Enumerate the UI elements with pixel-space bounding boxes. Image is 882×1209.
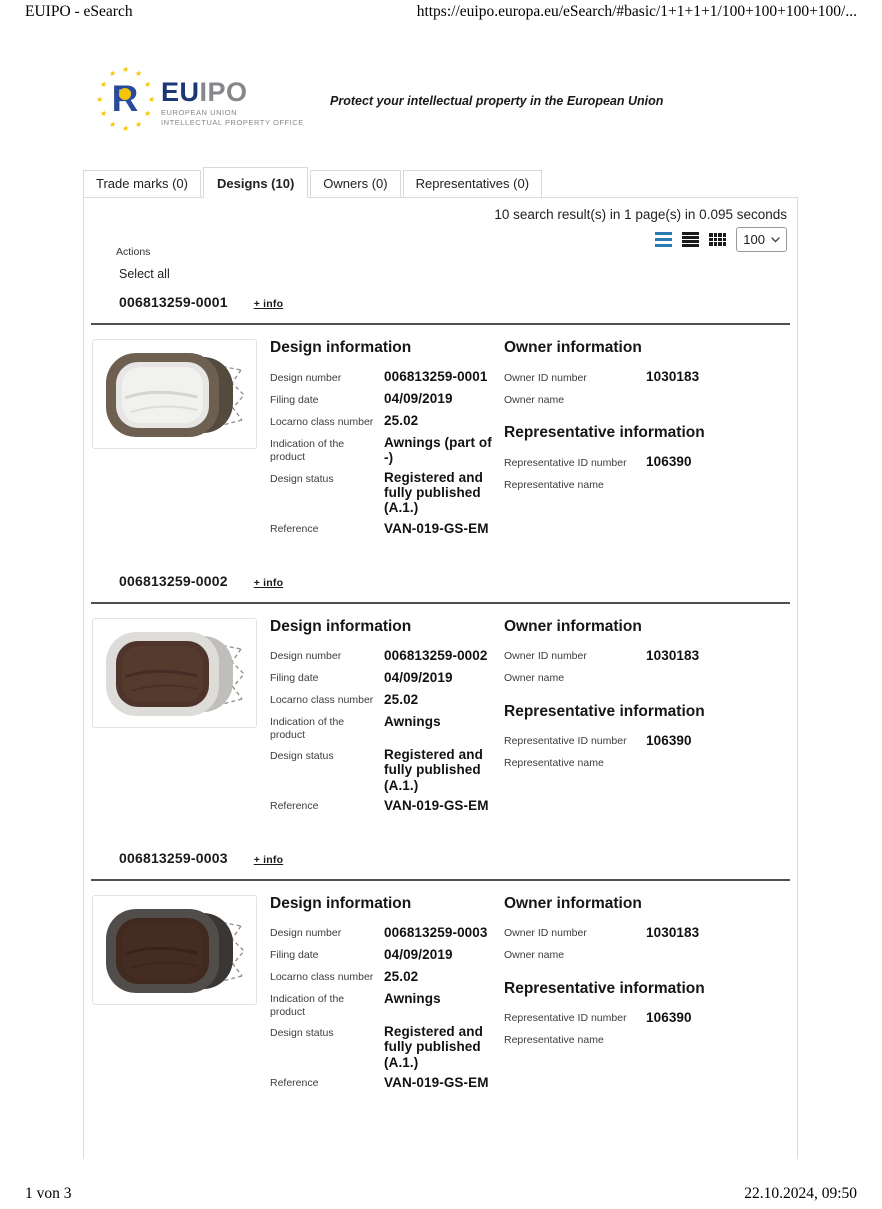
rep-id-label: Representative ID number xyxy=(504,1012,627,1025)
info-link[interactable]: + info xyxy=(253,853,284,866)
locarno-value: 25.02 xyxy=(384,413,419,428)
owner-id-value: 1030183 xyxy=(646,369,700,384)
euipo-wordmark xyxy=(161,76,304,107)
owner-id-value: 1030183 xyxy=(646,647,700,663)
design-number-link[interactable]: 006813259-0001 xyxy=(119,294,228,310)
design-number-value: 006813259-0002 xyxy=(384,647,488,663)
design-thumbnail[interactable] xyxy=(92,339,257,449)
indication-value: Awnings xyxy=(384,713,441,729)
owner-information-column xyxy=(504,895,789,1097)
owner-name-label: Owner name xyxy=(504,672,565,685)
locarno-label: Locarno class number xyxy=(270,971,374,984)
print-header-title: EUIPO - eSearch xyxy=(25,3,133,20)
status-value: Registered and fully published (A.1.) xyxy=(384,747,483,793)
actions-label[interactable]: Actions xyxy=(116,246,151,258)
brand-tagline: Protect your intellectual property in the European Union xyxy=(330,94,664,108)
euipo-logo-dot xyxy=(119,88,131,100)
status-value: Registered and fully published (A.1.) xyxy=(384,1024,483,1070)
filing-date-value: 04/09/2019 xyxy=(384,391,453,406)
rep-id-value: 106390 xyxy=(646,1009,692,1025)
eu-stars-emblem xyxy=(95,66,155,134)
tab-owners[interactable]: Owners (0) xyxy=(310,170,400,197)
filing-date-label: Filing date xyxy=(270,672,319,685)
design-result-card xyxy=(84,850,797,1097)
owner-name-label: Owner name xyxy=(504,949,565,962)
representative-information-heading: Representative information xyxy=(504,424,705,441)
grid-view-icon[interactable] xyxy=(709,233,726,246)
owner-id-label: Owner ID number xyxy=(504,650,587,663)
filing-date-label: Filing date xyxy=(270,949,319,962)
euipo-wordmark-eu: EU xyxy=(161,76,200,107)
representative-information-heading: Representative information xyxy=(504,702,705,720)
rep-id-value: 106390 xyxy=(646,454,692,469)
print-header-url: https://euipo.europa.eu/eSearch/#basic/1+1+1+1/100+100+100+100/... xyxy=(416,3,857,20)
status-label: Design status xyxy=(270,1026,334,1039)
results-toolbar xyxy=(84,198,797,258)
owner-information-heading: Owner information xyxy=(504,617,642,635)
card-body xyxy=(84,881,797,1097)
locarno-label: Locarno class number xyxy=(270,694,374,707)
awning-design-image xyxy=(93,896,256,1004)
design-thumbnail[interactable] xyxy=(92,895,257,1005)
rep-id-label: Representative ID number xyxy=(504,735,627,748)
card-header xyxy=(119,573,797,589)
design-information-column xyxy=(270,618,496,820)
tab-designs[interactable]: Designs (10) xyxy=(203,167,308,198)
filing-date-label: Filing date xyxy=(270,393,319,406)
locarno-value: 25.02 xyxy=(384,968,419,984)
owner-id-label: Owner ID number xyxy=(504,927,587,940)
card-body xyxy=(84,325,797,543)
print-header xyxy=(25,3,857,21)
design-number-link[interactable]: 006813259-0002 xyxy=(119,572,228,589)
detailed-view-icon[interactable] xyxy=(682,232,699,247)
design-number-link[interactable]: 006813259-0003 xyxy=(119,849,228,866)
reference-label: Reference xyxy=(270,523,319,536)
indication-label: Indication of the product xyxy=(270,437,345,463)
locarno-label: Locarno class number xyxy=(270,415,374,428)
tab-trade-marks[interactable]: Trade marks (0) xyxy=(83,170,201,197)
indication-label: Indication of the product xyxy=(270,716,345,742)
awning-design-image xyxy=(93,340,256,448)
rep-name-label: Representative name xyxy=(504,1034,604,1047)
reference-label: Reference xyxy=(270,1077,319,1090)
status-value: Registered and fully published (A.1.) xyxy=(384,470,483,516)
owner-name-label: Owner name xyxy=(504,393,565,406)
design-number-value: 006813259-0003 xyxy=(384,924,488,940)
design-number-label: Design number xyxy=(270,371,342,384)
results-summary: 10 search result(s) in 1 page(s) in 0.095 seconds xyxy=(494,207,787,222)
design-information-column xyxy=(270,895,496,1097)
rep-name-label: Representative name xyxy=(504,757,604,770)
euipo-subtitle-line2: INTELLECTUAL PROPERTY OFFICE xyxy=(161,117,304,127)
design-thumbnail[interactable] xyxy=(92,618,257,728)
rep-id-label: Representative ID number xyxy=(504,456,627,469)
design-result-card xyxy=(84,573,797,820)
owner-information-heading: Owner information xyxy=(504,339,642,356)
status-label: Design status xyxy=(270,472,334,485)
info-link[interactable]: + info xyxy=(253,576,284,589)
tab-representatives[interactable]: Representatives (0) xyxy=(403,170,542,197)
page-size-value: 100 xyxy=(743,232,765,247)
owner-id-value: 1030183 xyxy=(646,924,700,940)
design-number-label: Design number xyxy=(270,650,342,663)
card-header xyxy=(119,294,797,310)
print-footer-datetime: 22.10.2024, 09:50 xyxy=(744,1185,857,1202)
owner-information-column xyxy=(504,618,789,820)
locarno-value: 25.02 xyxy=(384,691,419,707)
owner-id-label: Owner ID number xyxy=(504,371,587,384)
design-number-value: 006813259-0001 xyxy=(384,369,488,384)
search-results-section xyxy=(83,167,798,1159)
card-body xyxy=(84,604,797,820)
indication-label: Indication of the product xyxy=(270,993,345,1019)
rep-name-label: Representative name xyxy=(504,478,604,491)
info-link[interactable]: + info xyxy=(253,298,284,310)
status-label: Design status xyxy=(270,749,334,762)
design-information-column xyxy=(270,339,496,543)
euipo-subtitle-line1: EUROPEAN UNION xyxy=(161,108,238,118)
filing-date-value: 04/09/2019 xyxy=(384,946,453,962)
representative-information-heading: Representative information xyxy=(504,979,705,997)
awning-design-image xyxy=(93,619,256,727)
indication-value: Awnings (part of -) xyxy=(384,435,492,466)
chevron-down-icon xyxy=(771,237,780,243)
owner-information-heading: Owner information xyxy=(504,894,642,912)
design-information-heading: Design information xyxy=(270,894,412,912)
reference-value: VAN-019-GS-EM xyxy=(384,1074,489,1090)
design-information-heading: Design information xyxy=(270,339,412,356)
reference-value: VAN-019-GS-EM xyxy=(384,797,489,813)
list-view-icon[interactable] xyxy=(655,232,672,247)
result-tabs xyxy=(83,167,798,197)
euipo-logo-text xyxy=(161,73,304,127)
print-footer xyxy=(25,1185,857,1203)
filing-date-value: 04/09/2019 xyxy=(384,669,453,685)
design-number-label: Design number xyxy=(270,927,342,940)
euipo-wordmark-ipo: IPO xyxy=(199,76,248,107)
design-result-card xyxy=(84,294,797,543)
select-all-link[interactable]: Select all xyxy=(119,267,170,281)
print-footer-page: 1 von 3 xyxy=(25,1185,72,1202)
euipo-logo[interactable] xyxy=(95,66,304,134)
reference-label: Reference xyxy=(270,800,319,813)
reference-value: VAN-019-GS-EM xyxy=(384,520,489,536)
rep-id-value: 106390 xyxy=(646,732,692,748)
site-header xyxy=(95,66,822,138)
owner-information-column xyxy=(504,339,789,543)
indication-value: Awnings xyxy=(384,990,441,1006)
design-information-heading: Design information xyxy=(270,617,412,635)
designs-panel xyxy=(83,197,798,1159)
page-size-select[interactable] xyxy=(736,227,787,252)
card-header xyxy=(119,850,797,866)
